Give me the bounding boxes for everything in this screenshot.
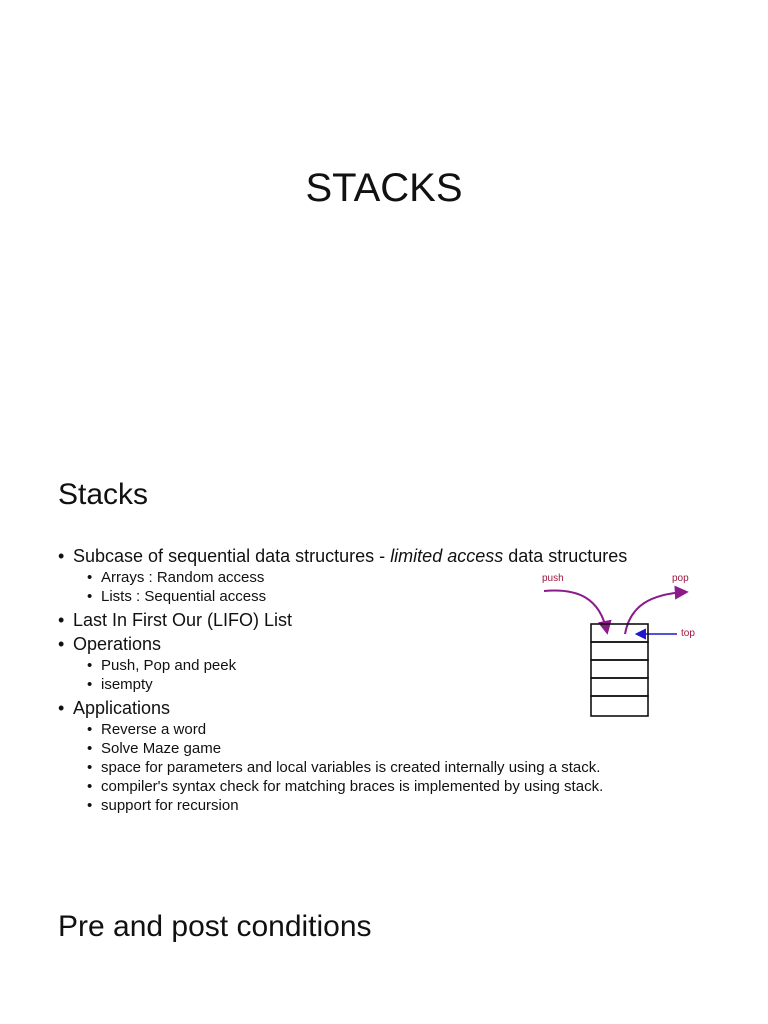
sub-bullet-item (87, 739, 718, 758)
sub-bullet-text: Reverse a word (101, 721, 207, 738)
sub-bullet-text: Push, Pop and peek (101, 657, 237, 674)
sub-bullet-text: support for recursion (101, 797, 239, 814)
bullet-icon: • (87, 588, 93, 605)
stack-cell (591, 660, 648, 678)
bullet-icon: • (87, 657, 93, 674)
bullet-text: Last In First Our (LIFO) List (73, 610, 293, 630)
slide-pre-post (0, 880, 768, 1024)
pop-label: pop (672, 573, 689, 584)
slide-title (0, 0, 768, 420)
stack-cell (591, 696, 648, 716)
sub-bullet-item (87, 777, 718, 796)
bullet-icon: • (87, 797, 93, 814)
stack-diagram-svg (530, 572, 710, 732)
bullet-icon: • (87, 759, 93, 776)
push-label: push (542, 573, 564, 584)
bullet-text-start: Subcase of sequential data structures - (73, 546, 391, 566)
sub-bullet-text: Arrays : Random access (101, 569, 265, 586)
bullet-item (58, 544, 718, 568)
bullet-icon: • (87, 778, 93, 795)
bullet-icon: • (58, 610, 65, 630)
sub-bullet-text: Solve Maze game (101, 740, 222, 757)
bullet-icon: • (87, 740, 93, 757)
top-label: top (681, 628, 695, 639)
slide-heading: Pre and post conditions (58, 910, 372, 943)
slide-stacks (0, 432, 768, 862)
bullet-icon: • (87, 721, 93, 738)
bullet-icon: • (58, 634, 65, 654)
sub-bullet-item (87, 796, 718, 815)
slide-title-text: STACKS (305, 166, 463, 210)
bullet-icon: • (58, 698, 65, 718)
sub-bullet-item (87, 758, 718, 777)
bullet-icon: • (87, 676, 93, 693)
sub-bullet-text: isempty (101, 676, 153, 693)
bullet-text: Operations (73, 634, 162, 654)
sub-list-wrapper (58, 720, 718, 817)
bullet-icon: • (58, 546, 65, 566)
sub-bullet-text: space for parameters and local variables is created internally using a stack. (101, 759, 601, 776)
sub-bullet-text: Lists : Sequential access (101, 588, 267, 605)
slide-heading: Stacks (58, 478, 149, 511)
bullet-text: Applications (73, 698, 171, 718)
bullet-icon: • (87, 569, 93, 586)
stack-cell (591, 678, 648, 696)
bullet-text-end: data structures (503, 546, 628, 566)
stack-cell (591, 624, 648, 642)
stack-cell (591, 642, 648, 660)
stack-diagram (530, 572, 710, 732)
push-arrow-icon (544, 590, 607, 632)
sub-bullet-list (58, 720, 718, 817)
bullet-text-emphasis: limited access (390, 546, 504, 566)
pop-arrow-icon (625, 592, 686, 634)
sub-bullet-text: compiler's syntax check for matching braces is implemented by using stack. (101, 778, 604, 795)
